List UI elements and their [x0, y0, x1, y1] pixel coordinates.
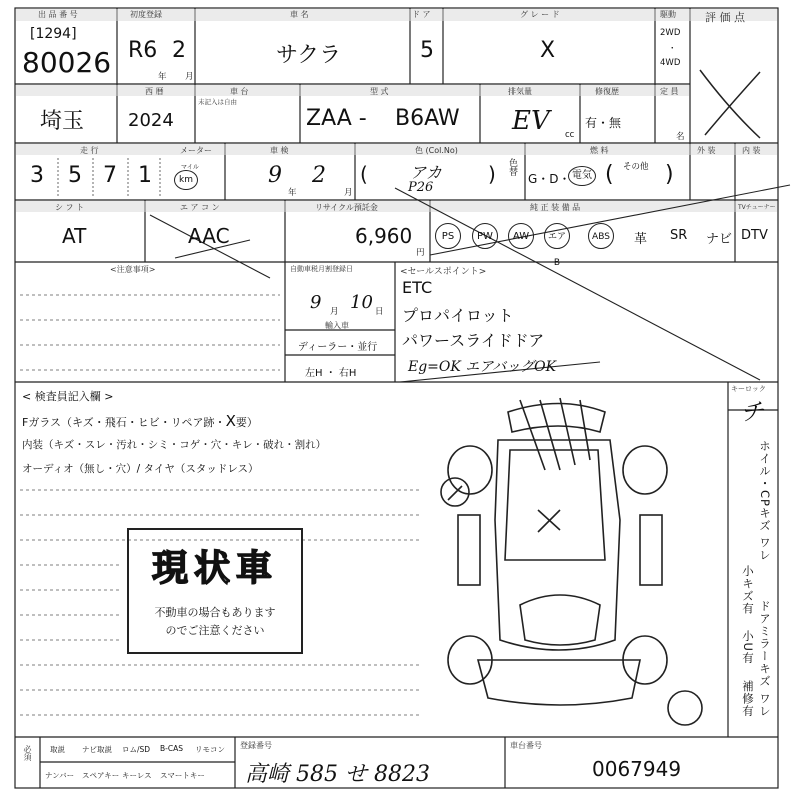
side-note-2: 小キズ有 — [741, 565, 755, 615]
fuel-options: G・D・ — [528, 172, 571, 186]
header-capacity: 定 員 — [660, 87, 679, 96]
inspector-line-3: オーディオ（無し・穴）/ タイヤ（スタッドレス） — [22, 463, 259, 475]
first-reg-year-unit: 年 — [158, 72, 167, 82]
capacity-unit: 名 — [676, 132, 685, 142]
opt-spare-key: スペアキー — [82, 771, 120, 780]
sales-point-2: プロパイロット — [402, 306, 514, 325]
mileage-digit-3: 7 — [103, 163, 117, 188]
seal-day-unit: 日 — [375, 307, 384, 317]
header-model: 型 式 — [370, 87, 389, 96]
equip-ps: PS — [435, 223, 461, 249]
import-steer: 左H ・ 右H — [305, 368, 357, 379]
inspector-line-1 — [22, 412, 258, 430]
header-aircon: エ ア コ ン — [180, 203, 220, 212]
header-year: 西 暦 — [145, 87, 164, 96]
color-name: アカ — [410, 163, 442, 182]
fuel-selected: 電気 — [568, 166, 596, 186]
inspection-month: 2 — [312, 163, 326, 188]
color-code: P26 — [408, 180, 434, 195]
shift: AT — [62, 224, 87, 248]
side-note-3: ドアミラーキズ ワレ — [758, 600, 772, 718]
fuel-other: その他 — [623, 162, 649, 172]
lot-code: [1294] — [30, 26, 77, 42]
header-vin-note: 未記入は自由 — [198, 98, 237, 106]
opt-smart-key: スマートキー — [160, 771, 205, 780]
first-reg-month-unit: 月 — [185, 72, 194, 82]
header-equipment: 純 正 装 備 品 — [530, 203, 581, 212]
sales-point-1: ETC — [402, 278, 433, 297]
recycle-value: 6,960 — [355, 224, 413, 248]
fuel-paren-open: ( — [605, 162, 614, 187]
seal-month: 9 — [310, 292, 322, 313]
header-inspection: 車 検 — [270, 146, 289, 155]
opt-plate: ナンバー — [45, 771, 75, 780]
inspector-line-1-suffix: 要） — [235, 416, 258, 429]
header-key: キーロック — [731, 385, 766, 393]
inspection-year-unit: 年 — [288, 188, 297, 198]
lot-number: 80026 — [22, 46, 112, 79]
header-inspector: < 検査員記入欄 > — [22, 390, 114, 403]
header-grade: グ レ ー ド — [520, 10, 560, 19]
reg-no: 高崎 585 せ 8823 — [245, 762, 430, 787]
header-seal-date: 自動車税月割登録日 — [290, 265, 353, 273]
opt-bcas: B-CAS — [160, 744, 183, 753]
header-exterior: 外 装 — [697, 146, 716, 155]
color-paren-open: ( — [360, 162, 368, 186]
stamp-box — [127, 528, 303, 654]
repair: 有・無 — [585, 116, 622, 130]
opt-navi-manual: ナビ取説 — [82, 745, 112, 754]
mileage-unit: km — [174, 170, 198, 190]
first-reg-era: R6 — [128, 38, 158, 63]
header-drive: 駆動 — [660, 10, 676, 19]
inspector-line-1-text: Fガラス（キズ・飛石・ヒビ・リペア跡・ — [22, 416, 226, 429]
model-prefix: ZAA - — [306, 106, 367, 131]
displacement: EV — [512, 106, 550, 136]
opt-keyless: キーレス — [122, 771, 152, 780]
side-note-4: 小U有 — [741, 630, 755, 665]
inspection-year: 9 — [268, 163, 282, 188]
equip-leather: 革 — [634, 232, 648, 247]
header-vin: 車 台 — [230, 87, 249, 96]
opt-manual: 取説 — [50, 745, 65, 754]
header-notes: <注意事項> — [110, 265, 156, 274]
sales-point-3: パワースライドドア — [402, 331, 545, 350]
equip-sr: SR — [670, 228, 688, 243]
mileage-digit-1: 3 — [30, 163, 44, 188]
key-mark: チ — [740, 398, 764, 426]
header-sales-points: <セールスポイント> — [400, 267, 487, 277]
mileage-digit-2: 5 — [68, 163, 82, 188]
header-chassis-no: 車台番号 — [510, 741, 542, 750]
side-note-5: 補修有 — [741, 680, 755, 718]
equip-dtv: DTV — [741, 228, 768, 243]
region: 埼玉 — [40, 109, 85, 134]
model-code: B6AW — [395, 106, 460, 131]
drive-dot: ・ — [668, 44, 677, 54]
stamp-line-1: 不動車の場合もあります — [154, 606, 276, 619]
stamp-title: 現状車 — [151, 548, 278, 589]
inspector-line-1-mark: X — [225, 412, 236, 430]
header-reg-no: 登録番号 — [240, 741, 272, 750]
score — [715, 60, 716, 61]
seal-month-unit: 月 — [330, 307, 339, 317]
header-repair: 修復歴 — [595, 87, 619, 96]
side-note-1: ホイル・CPキズ ワレ — [758, 440, 772, 562]
mileage-digit-4: 1 — [138, 163, 152, 188]
header-displacement: 排気量 — [508, 87, 532, 96]
car-diagram — [441, 398, 702, 725]
displacement-unit: cc — [565, 130, 575, 140]
first-reg-month: 2 — [172, 38, 186, 63]
drive-2wd: 2WD — [660, 28, 681, 38]
header-car-name: 車 名 — [290, 10, 309, 19]
header-interior: 内 装 — [742, 146, 761, 155]
aircon: AAC — [188, 224, 230, 248]
stamp-line-2: のでご注意ください — [165, 624, 265, 637]
color-paren-close: ) — [488, 162, 496, 186]
equip-airbag: エアB — [544, 223, 570, 249]
import-option: ディーラー・並行 — [298, 342, 378, 353]
equip-abs: ABS — [588, 223, 614, 249]
opt-rom: ロム/SD — [122, 745, 151, 754]
mileage-mile: マイル — [181, 164, 199, 171]
header-doors: ド ア — [412, 10, 431, 19]
grade: X — [540, 38, 556, 63]
header-fuel: 燃 料 — [590, 146, 609, 155]
sales-point-4: Eg=OK エアバッグOK — [408, 359, 557, 375]
chassis-no: 0067949 — [592, 757, 682, 781]
opt-remote: リモコン — [195, 745, 225, 754]
seal-day: 10 — [350, 292, 373, 313]
header-import: 輸入車 — [325, 321, 349, 330]
header-meter: メーター — [180, 146, 212, 155]
equip-aw: AW — [508, 223, 534, 249]
doors: 5 — [420, 38, 434, 63]
header-score: 評 価 点 — [705, 11, 745, 24]
header-shift: シ フ ト — [55, 203, 85, 212]
header-color: 色 (Col.No) — [415, 146, 458, 155]
header-first-reg: 初度登録 — [130, 10, 162, 19]
recycle-unit: 円 — [416, 248, 425, 258]
header-tuner: TVチューナー — [738, 204, 776, 211]
inspector-line-2: 内装（キズ・スレ・汚れ・シミ・コゲ・穴・キレ・破れ・割れ） — [22, 439, 327, 451]
car-name: サクラ — [276, 43, 342, 68]
inspection-month-unit: 月 — [344, 188, 353, 198]
equip-pw: PW — [472, 223, 498, 249]
header-must: 必須 — [23, 745, 32, 761]
color-change: 色替 — [507, 158, 517, 176]
header-recycle: リサイクル預託金 — [315, 203, 378, 212]
year: 2024 — [128, 110, 174, 131]
fuel-paren-close: ) — [665, 162, 674, 187]
equip-navi: ナビ — [706, 232, 733, 247]
header-lot-no: 出 品 番 号 — [38, 10, 78, 19]
drive-4wd: 4WD — [660, 58, 681, 68]
header-mileage: 走 行 — [80, 146, 99, 155]
